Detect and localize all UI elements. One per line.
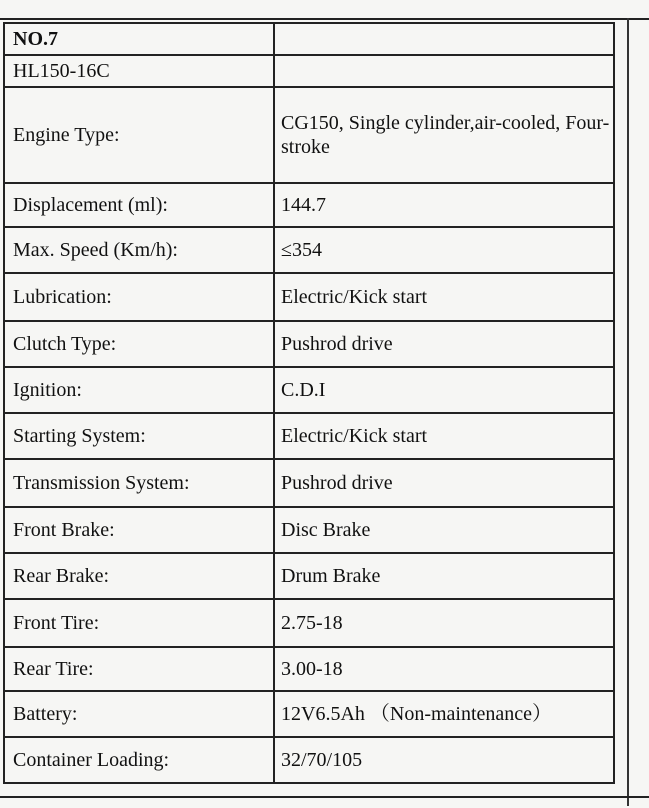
spec-value: Electric/Kick start <box>274 413 614 459</box>
scan-right-border <box>627 18 649 806</box>
spec-value: Pushrod drive <box>274 321 614 367</box>
spec-value: 12V6.5Ah （Non-maintenance） <box>274 691 614 737</box>
empty-cell <box>274 55 614 87</box>
spec-value: 32/70/105 <box>274 737 614 783</box>
spec-value: Disc Brake <box>274 507 614 553</box>
table-row <box>4 273 614 321</box>
spec-value: C.D.I <box>274 367 614 413</box>
table-row <box>4 647 614 691</box>
table-row <box>4 87 614 183</box>
spec-label: Starting System: <box>4 413 274 459</box>
spec-label: Clutch Type: <box>4 321 274 367</box>
table-row <box>4 459 614 507</box>
spec-value: CG150, Single cylinder,air-cooled, Four-stroke <box>274 87 614 183</box>
table-row <box>4 507 614 553</box>
title-row <box>4 23 614 55</box>
spec-value: 3.00-18 <box>274 647 614 691</box>
scan-top-border <box>0 0 649 20</box>
spec-value: 2.75-18 <box>274 599 614 647</box>
model-row <box>4 55 614 87</box>
empty-cell <box>274 23 614 55</box>
table-row <box>4 691 614 737</box>
table-row <box>4 183 614 227</box>
model-number: NO.7 <box>4 23 274 55</box>
model-code: HL150-16C <box>4 55 274 87</box>
table-row <box>4 599 614 647</box>
spec-value: Drum Brake <box>274 553 614 599</box>
spec-value: 144.7 <box>274 183 614 227</box>
spec-value: Electric/Kick start <box>274 273 614 321</box>
spec-label: Front Brake: <box>4 507 274 553</box>
spec-label: Engine Type: <box>4 87 274 183</box>
table-row <box>4 737 614 783</box>
table-row <box>4 321 614 367</box>
spec-label: Battery: <box>4 691 274 737</box>
table-row <box>4 367 614 413</box>
table-row <box>4 227 614 273</box>
spec-value: ≤354 <box>274 227 614 273</box>
spec-label: Max. Speed (Km/h): <box>4 227 274 273</box>
spec-label: Ignition: <box>4 367 274 413</box>
spec-label: Lubrication: <box>4 273 274 321</box>
spec-label: Transmission System: <box>4 459 274 507</box>
spec-label: Displacement (ml): <box>4 183 274 227</box>
table-row <box>4 553 614 599</box>
spec-label: Front Tire: <box>4 599 274 647</box>
spec-label: Container Loading: <box>4 737 274 783</box>
spec-table <box>3 22 615 784</box>
spec-value: Pushrod drive <box>274 459 614 507</box>
spec-label: Rear Tire: <box>4 647 274 691</box>
spec-label: Rear Brake: <box>4 553 274 599</box>
scan-bottom-border <box>0 796 649 808</box>
table-row <box>4 413 614 459</box>
